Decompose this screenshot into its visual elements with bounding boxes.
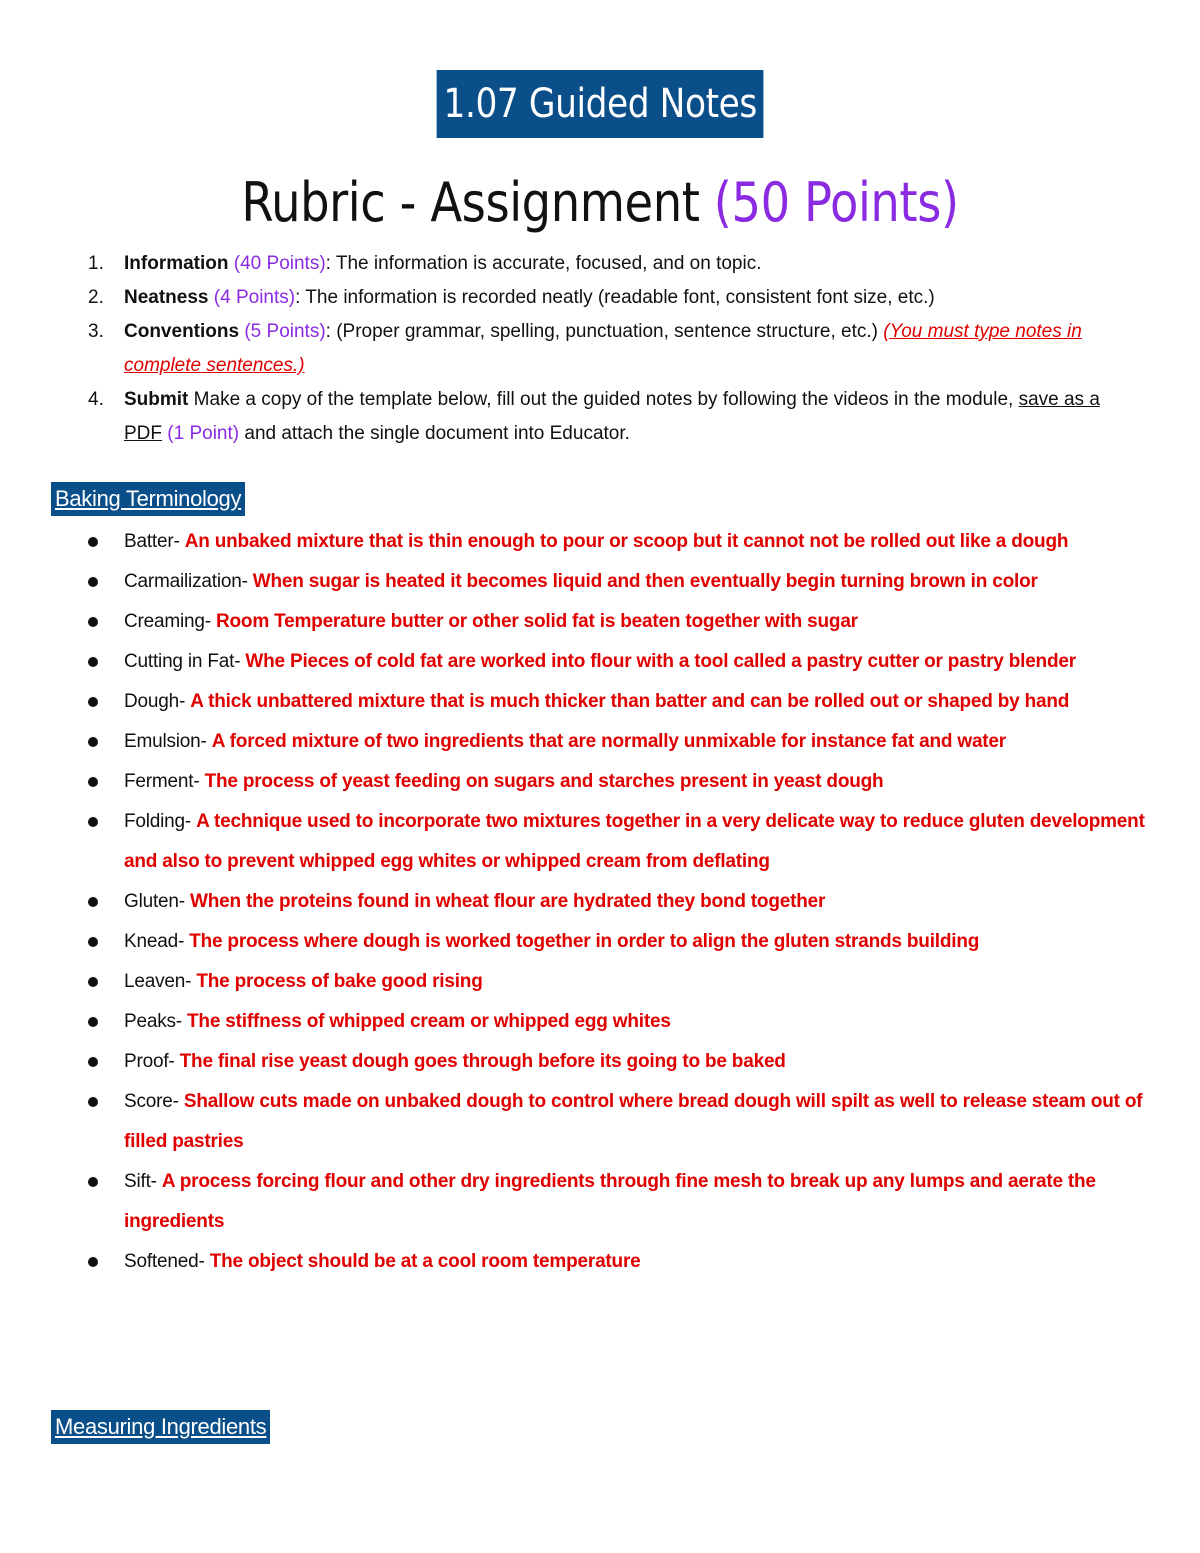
term-definition: A thick unbattered mixture that is much thicker than batter and can be rolled out or shaped by hand [190,691,1070,712]
rubric-total-points: (50 Points) [713,171,959,234]
bullet-icon [88,577,98,587]
term-name: Knead- [124,931,185,952]
term-item [84,962,1154,1002]
bullet-icon [88,1177,98,1187]
term-item [84,1162,1154,1242]
rubric-item-submit [72,383,1142,451]
bullet-icon [88,1017,98,1027]
term-item [84,562,1154,602]
term-item [84,522,1154,562]
term-name: Peaks- [124,1011,182,1032]
term-definition: An unbaked mixture that is thin enough to pour or scoop but it cannot not be rolled out like a dough [184,531,1069,552]
term-item [84,922,1154,962]
rubric-description: The information is recorded neatly (readable font, consistent font size, etc.) [300,287,935,308]
term-name: Softened- [124,1251,205,1272]
term-name: Cutting in Fat- [124,651,241,672]
term-definition: The process of bake good rising [196,971,483,992]
term-item [84,642,1154,682]
save-as-pdf-link[interactable]: save as a PDF [124,389,1100,444]
term-name: Score- [124,1091,179,1112]
term-item [84,602,1154,642]
term-name: Sift- [124,1171,157,1192]
rubric-title [84,158,1116,248]
term-definition: The stiffness of whipped cream or whipped egg whites [187,1011,671,1032]
rubric-points: (5 Points) [244,321,326,342]
section-heading-baking-terminology: Baking Terminology [51,482,245,516]
term-name: Proof- [124,1051,175,1072]
rubric-item-conventions [72,315,1142,383]
section-heading-measuring-ingredients: Measuring Ingredients [51,1410,270,1444]
term-definition: A forced mixture of two ingredients that are normally unmixable for instance fat and water [211,731,1006,752]
rubric-number: 2. [88,287,104,308]
term-definition: A technique used to incorporate two mixtures together in a very delicate way to reduce gluten development and also to prevent whipped egg whites or whipped cream from deflating [124,811,1145,872]
rubric-criterion: Information [124,253,229,274]
rubric-title-text: Rubric - Assignment [241,171,714,234]
term-item [84,882,1154,922]
term-definition: The object should be at a cool room temperature [209,1251,641,1272]
bullet-icon [88,1097,98,1107]
rubric-colon: : [325,253,331,274]
bullet-icon [88,1257,98,1267]
rubric-criterion: Submit [124,389,189,410]
bullet-icon [88,537,98,547]
rubric-points: (40 Points) [233,253,326,274]
bullet-icon [88,737,98,747]
rubric-number: 4. [88,389,104,410]
rubric-colon: : [295,287,301,308]
term-item [84,802,1154,882]
rubric-description: Make a copy of the template below, fill out the guided notes by following the videos in the module, [188,389,1019,410]
bullet-icon [88,897,98,907]
term-name: Leaven- [124,971,192,992]
term-name: Batter- [124,531,180,552]
term-name: Gluten- [124,891,185,912]
term-definition: Room Temperature butter or other solid fat is beaten together with sugar [216,611,858,632]
term-definition: The process of yeast feeding on sugars and starches present in yeast dough [204,771,884,792]
rubric-criterion: Conventions [124,321,240,342]
term-item [84,1042,1154,1082]
term-definition: A process forcing flour and other dry ingredients through fine mesh to break up any lumps and aerate the ingredients [124,1171,1096,1232]
bullet-icon [88,777,98,787]
bullet-icon [88,617,98,627]
rubric-item-neatness [72,281,1142,315]
rubric-description: The information is accurate, focused, and on topic. [330,253,762,274]
term-definition: When sugar is heated it becomes liquid and then eventually begin turning brown in color [252,571,1038,592]
rubric-item-information [72,247,1142,281]
term-definition: The process where dough is worked together in order to align the gluten strands building [189,931,980,952]
rubric-criterion: Neatness [124,287,209,308]
bullet-icon [88,697,98,707]
bullet-icon [88,937,98,947]
term-name: Folding- [124,811,192,832]
rubric-colon: : [325,321,331,342]
term-definition: The final rise yeast dough goes through before its going to be baked [179,1051,786,1072]
rubric-list [72,247,1142,451]
term-item [84,682,1154,722]
term-name: Dough- [124,691,186,712]
term-definition: Whe Pieces of cold fat are worked into flour with a tool called a pastry cutter or pastry blender [245,651,1076,672]
bullet-icon [88,977,98,987]
bullet-icon [88,657,98,667]
rubric-description-end: and attach the single document into Educator. [239,423,630,444]
term-item [84,762,1154,802]
term-name: Carmailization- [124,571,248,592]
term-item [84,722,1154,762]
term-item [84,1002,1154,1042]
term-name: Creaming- [124,611,211,632]
terms-list [84,522,1154,1282]
rubric-description: (Proper grammar, spelling, punctuation, sentence structure, etc.) [330,321,884,342]
term-item [84,1242,1154,1282]
rubric-points: (4 Points) [213,287,296,308]
term-item [84,1082,1154,1162]
rubric-points: (1 Point) [167,423,240,444]
bullet-icon [88,1057,98,1067]
term-name: Emulsion- [124,731,207,752]
rubric-number: 3. [88,321,104,342]
rubric-note: (You must type notes in complete sentences.) [124,321,1082,376]
doc-title: 1.07 Guided Notes [436,70,763,138]
rubric-number: 1. [88,253,104,274]
term-definition: Shallow cuts made on unbaked dough to control where bread dough will spilt as well to release steam out of filled pastries [124,1091,1143,1152]
bullet-icon [88,817,98,827]
term-definition: When the proteins found in wheat flour are hydrated they bond together [190,891,826,912]
term-name: Ferment- [124,771,200,792]
doc-title-wrap [0,70,1200,138]
